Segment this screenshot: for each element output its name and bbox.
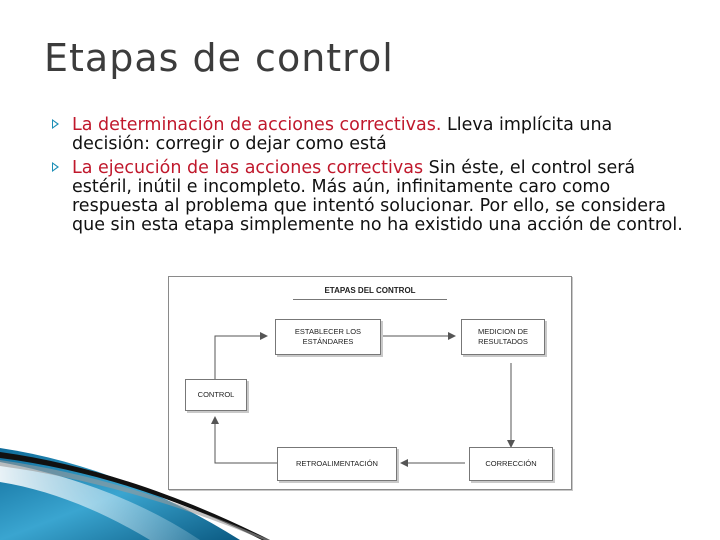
arrow-control-establecer [215,336,267,379]
diagram-title: ETAPAS DEL CONTROL [169,286,571,295]
decorative-swoosh [0,440,720,540]
box-correccion: CORRECCIÓN [469,447,553,481]
arrow-bullet-icon [52,162,59,172]
bullet-text: Sin éste, el control será estéril, inútil e incompleto. Más aún, infinitamente caro como respuesta al problema que intentó solucionar. Por ello, se considera que sin esta etapa simplemente no ha existido una acción de control. [72,158,683,235]
arrow-bullet-icon [52,119,59,129]
bullet-list [50,116,690,240]
bullet-highlight: La determinación de acciones correctivas. [72,115,442,135]
box-medicion-resultados: MEDICION DE RESULTADOS [461,319,545,355]
bullet-item [50,116,690,154]
bullet-highlight: La ejecución de las acciones correctivas [72,158,424,178]
box-control: CONTROL [185,379,247,411]
box-establecer-estandares: ESTABLECER LOS ESTÁNDARES [275,319,381,355]
box-retroalimentacion: RETROALIMENTACIÓN [277,447,397,481]
bullet-item [50,159,690,235]
slide-title: Etapas de control [44,36,394,80]
bullet-text: Lleva implícita una decisión: corregir o dejar como está [72,115,613,154]
